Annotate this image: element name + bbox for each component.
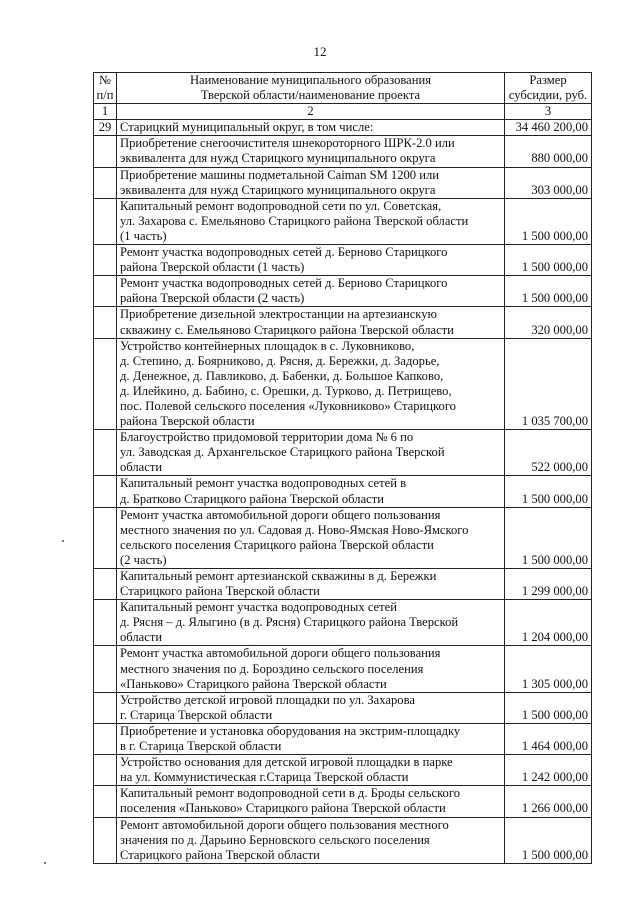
subsidy-amount: 1 500 000,00	[505, 276, 592, 307]
column-index-row	[94, 104, 592, 120]
subsidy-amount: 320 000,00	[505, 307, 592, 338]
project-name: Приобретение машины подметальной Caiman SM 1200 или эквивалента для нужд Старицкого муниципального округа	[117, 167, 505, 198]
subsidy-amount: 1 500 000,00	[505, 507, 592, 568]
project-name: Устройство детской игровой площадки по ул. Захарова г. Старица Тверской области	[117, 692, 505, 723]
project-name: Ремонт автомобильной дороги общего пользования местного значения по д. Дарьино Берновского сельского поселения Старицкого района Тверской области	[117, 817, 505, 863]
project-name: Капитальный ремонт артезианской скважины в д. Бережки Старицкого района Тверской области	[117, 569, 505, 600]
table-row	[94, 646, 592, 692]
table-row	[94, 786, 592, 817]
row-number	[94, 198, 117, 244]
subsidy-table	[93, 72, 592, 864]
project-name: Капитальный ремонт водопроводной сети по ул. Советская, ул. Захарова с. Емельяново Старицкого района Тверской области (1 часть)	[117, 198, 505, 244]
group-number: 29	[94, 120, 117, 136]
row-number	[94, 755, 117, 786]
subsidy-amount: 1 500 000,00	[505, 692, 592, 723]
table-header-row	[94, 73, 592, 104]
project-name: Благоустройство придомовой территории дома № 6 по ул. Заводская д. Архангельское Старицкого района Тверской области	[117, 430, 505, 476]
project-name: Капитальный ремонт участка водопроводных сетей д. Рясня – д. Ялыгино (в д. Рясня) Старицкого района Тверской области	[117, 600, 505, 646]
table-row	[94, 817, 592, 863]
row-number	[94, 692, 117, 723]
project-name: Ремонт участка автомобильной дороги общего пользования местного значения по ул. Садовая д. Ново-Ямская Ново-Ямского сельского поселения Старицкого района Тверской области (2 часть)	[117, 507, 505, 568]
project-name: Капитальный ремонт участка водопроводных сетей в д. Братково Старицкого района Тверской области	[117, 476, 505, 507]
table-row	[94, 723, 592, 754]
subsidy-amount: 1 500 000,00	[505, 198, 592, 244]
subsidy-amount: 1 266 000,00	[505, 786, 592, 817]
table-row	[94, 476, 592, 507]
table-row	[94, 136, 592, 167]
row-number	[94, 569, 117, 600]
table-row	[94, 569, 592, 600]
project-name: Ремонт участка водопроводных сетей д. Берново Старицкого района Тверской области (1 часть)	[117, 245, 505, 276]
project-name: Приобретение и установка оборудования на экстрим-площадку в г. Старица Тверской области	[117, 723, 505, 754]
row-number	[94, 430, 117, 476]
row-number	[94, 600, 117, 646]
subsidy-amount: 1 500 000,00	[505, 817, 592, 863]
table-row	[94, 167, 592, 198]
row-number	[94, 817, 117, 863]
header-name: Наименование муниципального образования Тверской области/наименование проекта	[117, 73, 505, 104]
project-name: Устройство основания для детской игровой площадки в парке на ул. Коммунистическая г.Старица Тверской области	[117, 755, 505, 786]
subsidy-amount: 880 000,00	[505, 136, 592, 167]
row-number	[94, 245, 117, 276]
subsidy-amount: 522 000,00	[505, 430, 592, 476]
subsidy-amount: 1 500 000,00	[505, 476, 592, 507]
project-name: Ремонт участка автомобильной дороги общего пользования местного значения по д. Бороздино сельского поселения «Паньково» Старицкого района Тверской области	[117, 646, 505, 692]
row-number	[94, 786, 117, 817]
row-number	[94, 307, 117, 338]
project-name: Приобретение дизельной электростанции на артезианскую скважину с. Емельяново Старицкого района Тверской области	[117, 307, 505, 338]
table-row	[94, 507, 592, 568]
table-row	[94, 245, 592, 276]
row-number	[94, 646, 117, 692]
group-row	[94, 120, 592, 136]
subsidy-amount: 1 464 000,00	[505, 723, 592, 754]
subsidy-amount: 1 035 700,00	[505, 338, 592, 430]
table-row	[94, 430, 592, 476]
subsidy-amount: 1 305 000,00	[505, 646, 592, 692]
table-row	[94, 307, 592, 338]
row-number	[94, 338, 117, 430]
table-row	[94, 338, 592, 430]
index-3: 3	[505, 104, 592, 120]
page-number: 12	[313, 44, 327, 59]
row-number	[94, 167, 117, 198]
table-row	[94, 755, 592, 786]
header-number: № п/п	[94, 73, 117, 104]
project-name: Приобретение снегоочистителя шнекороторного ШРК-2.0 или эквивалента для нужд Старицкого муниципального округа	[117, 136, 505, 167]
project-name: Капитальный ремонт водопроводной сети в д. Броды сельского поселения «Паньково» Старицкого района Тверской области	[117, 786, 505, 817]
scan-speck	[44, 862, 46, 864]
index-1: 1	[94, 104, 117, 120]
table-row	[94, 600, 592, 646]
row-number	[94, 507, 117, 568]
subsidy-amount: 1 500 000,00	[505, 245, 592, 276]
project-name: Ремонт участка водопроводных сетей д. Берново Старицкого района Тверской области (2 часть)	[117, 276, 505, 307]
row-number	[94, 136, 117, 167]
table-row	[94, 198, 592, 244]
subsidy-amount: 303 000,00	[505, 167, 592, 198]
group-name: Старицкий муниципальный округ, в том числе:	[117, 120, 505, 136]
row-number	[94, 476, 117, 507]
subsidy-amount: 1 242 000,00	[505, 755, 592, 786]
scan-speck	[62, 540, 64, 542]
index-2: 2	[117, 104, 505, 120]
table-row	[94, 276, 592, 307]
project-name: Устройство контейнерных площадок в с. Луковниково, д. Степино, д. Боярниково, д. Рясня, д. Бережки, д. Задорье, д. Денежное, д. Павликово, д. Бабенки, д. Большое Капково, д. Илейкино, д. Бабино, с. Орешки, д. Турково, д. Петрищево, пос. Полевой сельского поселения «Луковниково» Старицкого района Тверской области	[117, 338, 505, 430]
header-amount: Размер субсидии, руб.	[505, 73, 592, 104]
subsidy-amount: 1 204 000,00	[505, 600, 592, 646]
row-number	[94, 276, 117, 307]
row-number	[94, 723, 117, 754]
subsidy-amount: 1 299 000,00	[505, 569, 592, 600]
group-amount: 34 460 200,00	[505, 120, 592, 136]
table-row	[94, 692, 592, 723]
